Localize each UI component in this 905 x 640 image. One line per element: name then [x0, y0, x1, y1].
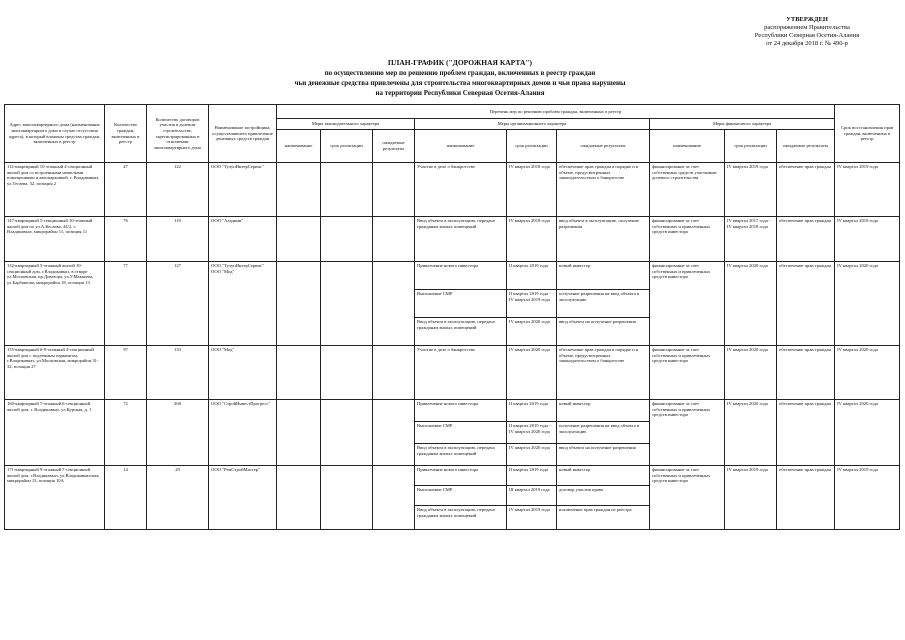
cell-deadline: IV квартал 2019 года — [835, 163, 900, 217]
group-header-org: Меры организационного характера — [415, 119, 650, 130]
col-header-deadline: Срок восстановления прав граждан, включенных в реестр — [835, 105, 900, 163]
cell-org-name: Привлечение нового инвестора — [415, 466, 507, 486]
table-row — [5, 217, 900, 262]
approval-stamp — [722, 16, 892, 48]
cell-fin-result: обеспечение прав граждан — [777, 262, 835, 346]
cell-fin-term: IV квартал 2019 года — [725, 466, 777, 530]
group-header-legal: Меры законодательного характера — [277, 119, 415, 130]
cell-legal-name — [277, 466, 321, 530]
sub-header-result: ожидаемые результаты — [373, 130, 415, 163]
cell-fin-result: обеспечение прав граждан — [777, 163, 835, 217]
cell-org-result: ввод объекта на получение разрешения — [557, 444, 650, 466]
cell-fin-result: обеспечение прав граждан — [777, 217, 835, 262]
cell-org-term: II квартал 2019 года - IV квартал 2019 года — [507, 290, 557, 318]
sub-header-term: срок реализации — [507, 130, 557, 163]
cell-org-name: Участие в деле о банкротстве — [415, 346, 507, 400]
cell-org-name: Выполнение СМР — [415, 486, 507, 506]
cell-fin-term: IV квартал 2020 года — [725, 346, 777, 400]
cell-fin-term: IV квартал 2019 года — [725, 163, 777, 217]
cell-legal-result — [373, 262, 415, 346]
cell-contracts: 368 — [147, 400, 209, 466]
cell-legal-term — [321, 262, 373, 346]
cell-contracts: 122 — [147, 163, 209, 217]
document-subtitle-2: чьи денежные средства привлечены для строительства многоквартирных домов и чьи права нарушены — [294, 79, 626, 87]
cell-legal-name — [277, 163, 321, 217]
cell-citizens: 97 — [105, 346, 147, 400]
cell-org-name: Участие в деле о банкротстве — [415, 163, 507, 217]
cell-org-name: Привлечение нового инвестора — [415, 262, 507, 290]
col-header-contracts: Количество договоров участия в долевом строительстве, зарегистрированных в отношении многоквартирного дома — [147, 105, 209, 163]
cell-org-term: IV квартал 2020 года — [507, 318, 557, 346]
col-header-citizens: Количество граждан, включенных в реестр — [105, 105, 147, 163]
cell-developer: ООО "ТулупИнтерСервис" — [209, 163, 277, 217]
cell-legal-result — [373, 400, 415, 466]
cell-org-result: получение разрешения на ввод объекта в эксплуатацию — [557, 290, 650, 318]
cell-org-result: новый инвестор — [557, 400, 650, 422]
cell-legal-result — [373, 163, 415, 217]
cell-org-result: ввод объекта в эксплуатацию, получение разрешения — [557, 217, 650, 262]
cell-org-name: Ввод объекта в эксплуатацию, передача гражданам жилых помещений — [415, 217, 507, 262]
cell-legal-result — [373, 466, 415, 530]
sub-header-result: ожидаемые результаты — [557, 130, 650, 163]
cell-address: 160-квартирный 7-этажный 6-секционный жилой дом, г. Владикавказ, ул.Курская, д. 1 — [5, 400, 105, 466]
document-heading — [160, 58, 760, 98]
cell-org-name: Привлечение нового инвестора — [415, 400, 507, 422]
cell-fin-name: финансирование за счет собственных средств участников долевого строительства — [650, 163, 725, 217]
cell-developer: ООО "РемСтройМастер" — [209, 466, 277, 530]
document-subtitle-3: на территории Республики Северная Осетия-Алания — [375, 89, 545, 97]
cell-legal-name — [277, 400, 321, 466]
cell-org-term: III квартал 2019 года — [507, 486, 557, 506]
cell-org-result: исключение прав граждан из реестра — [557, 506, 650, 530]
cell-developer: ООО "ТулупИнтерСервис" ООО "Мод" — [209, 262, 277, 346]
cell-address: 132-квартирный 5-этажный жилой 10-секционный дом, г.Владикавказ, в створе ул.Московская, пр.Доватора, ул.У.Маккоева, ул.Барбашова, микрорайон 18, позиция 13 — [5, 262, 105, 346]
cell-contracts: 118 — [147, 217, 209, 262]
sub-header-term: срок реализации — [321, 130, 373, 163]
cell-contracts: 127 — [147, 262, 209, 346]
cell-fin-term: IV квартал 2020 года — [725, 262, 777, 346]
plan-table — [4, 104, 900, 530]
cell-developer: ООО "Аладинн" — [209, 217, 277, 262]
cell-address: 171-квартирный 9-этажный 7-секционный жилой дом, г.Владикавказ, ул.Владикавказская, микрорайон 13, позиция 10А — [5, 466, 105, 530]
cell-org-result: договор участия права — [557, 486, 650, 506]
cell-citizens: 76 — [105, 217, 147, 262]
cell-org-result: новый инвестор — [557, 262, 650, 290]
document-title: ПЛАН-ГРАФИК ("ДОРОЖНАЯ КАРТА") — [387, 58, 533, 67]
cell-org-result: новый инвестор — [557, 466, 650, 486]
approval-line-3: от 24 декабря 2018 г. № 490-р — [766, 40, 848, 47]
cell-org-name: Выполнение СМР — [415, 290, 507, 318]
cell-citizens: 47 — [105, 163, 147, 217]
cell-contracts: 133 — [147, 346, 209, 400]
col-header-developer: Наименование застройщика, осуществлявшего привлечение денежных средств граждан — [209, 105, 277, 163]
cell-legal-name — [277, 217, 321, 262]
cell-org-term: II квартал 2019 года - IV квартал 2020 года — [507, 422, 557, 444]
cell-address: 112-квартирный 10-этажный 4-секционный жилой дом со встроенными нежилыми помещениями и автопарковкой, г. Владикавказ, ул.Тегаева, 32, позиция 2 — [5, 163, 105, 217]
cell-org-result: обеспечение прав граждан в порядке и в объеме, предусмотренных законодательством о банкротстве — [557, 163, 650, 217]
cell-legal-result — [373, 217, 415, 262]
sub-header-result: ожидаемые результаты — [777, 130, 835, 163]
cell-legal-term — [321, 163, 373, 217]
cell-deadline: IV квартал 2020 года — [835, 346, 900, 400]
cell-legal-term — [321, 346, 373, 400]
cell-citizens: 14 — [105, 466, 147, 530]
cell-fin-name: финансирование за счет собственных и привлеченных средств инвестора — [650, 400, 725, 466]
cell-org-result: обеспечение прав граждан в порядке и в объеме, предусмотренных законодательством о банкротстве — [557, 346, 650, 400]
cell-legal-term — [321, 400, 373, 466]
sub-header-name: наименование — [277, 130, 321, 163]
table-row — [5, 400, 900, 422]
table-row — [5, 262, 900, 290]
cell-org-result: получение разрешения на ввод объекта в эксплуатацию — [557, 422, 650, 444]
col-header-measures: Перечень мер по решению проблем граждан, включенных в реестр — [277, 105, 835, 119]
cell-org-name: Ввод объекта в эксплуатацию, передача гражданам жилых помещений — [415, 506, 507, 530]
table-row — [5, 163, 900, 217]
cell-fin-result: обеспечение прав граждан — [777, 400, 835, 466]
cell-legal-term — [321, 217, 373, 262]
cell-address: 147-квартирный 5-секционный 10-этажный жилой дом по ул.А.Кесаева, 44/2, г. Владикавказ, микрорайон 11, позиция 11 — [5, 217, 105, 262]
sub-header-term: срок реализации — [725, 130, 777, 163]
cell-org-name: Выполнение СМР — [415, 422, 507, 444]
cell-org-term: IV квартал 2018 года — [507, 217, 557, 262]
cell-org-result: ввод объекта на получение разрешения — [557, 318, 650, 346]
cell-org-term: II квартал 2019 года — [507, 262, 557, 290]
cell-fin-name: финансирование за счет собственных и привлеченных средств инвестора — [650, 346, 725, 400]
cell-org-term: IV квартал 2020 года — [507, 444, 557, 466]
cell-deadline: IV квартал 2020 года — [835, 400, 900, 466]
sub-header-name: наименование — [415, 130, 507, 163]
cell-developer: ООО "Мод" — [209, 346, 277, 400]
cell-citizens: 72 — [105, 400, 147, 466]
cell-org-name: Ввод объекта в эксплуатацию, передача гражданам жилых помещений — [415, 444, 507, 466]
cell-citizens: 77 — [105, 262, 147, 346]
cell-deadline: IV квартал 2020 года — [835, 262, 900, 346]
cell-org-term: IV квартал 2020 года — [507, 346, 557, 400]
cell-fin-result: обеспечение прав граждан — [777, 346, 835, 400]
cell-org-term: II квартал 2019 года — [507, 466, 557, 486]
cell-org-name: Ввод объекта в эксплуатацию, передача гражданам жилых помещений — [415, 318, 507, 346]
document-subtitle-1: по осуществлению мер по решению проблем граждан, включенных в реестр граждан — [324, 69, 596, 77]
cell-contracts: 29 — [147, 466, 209, 530]
plan-table-body — [5, 163, 900, 530]
cell-fin-name: финансирование за счет собственных и привлеченных средств инвестора — [650, 217, 725, 262]
cell-org-term: II квартал 2019 года — [507, 400, 557, 422]
approval-title: УТВЕРЖДЕН — [786, 16, 828, 23]
sub-header-name: наименование — [650, 130, 725, 163]
cell-org-term: IV квартал 2018 года — [507, 163, 557, 217]
group-header-fin: Меры финансового характера — [650, 119, 835, 130]
cell-deadline: IV квартал 2018 года — [835, 217, 900, 262]
cell-org-term: IV квартал 2019 года — [507, 506, 557, 530]
cell-deadline: IV квартал 2019 года — [835, 466, 900, 530]
cell-legal-result — [373, 346, 415, 400]
cell-legal-term — [321, 466, 373, 530]
cell-fin-term: IV квартал 2020 года — [725, 400, 777, 466]
table-row — [5, 466, 900, 486]
approval-line-2: Республики Северная Осетия-Алания — [754, 32, 860, 39]
cell-legal-name — [277, 346, 321, 400]
cell-fin-name: финансирование за счет собственных и привлеченных средств инвестора — [650, 466, 725, 530]
col-header-address: Адрес многоквартирного дома (наименование многоквартирного дома в случае отсутствия адреса), в который вложены средства граждан, включенных в реестр — [5, 105, 105, 163]
cell-developer: ООО "СтройИнвестПрогресс" — [209, 400, 277, 466]
approval-line-1: распоряжением Правительства — [764, 24, 850, 31]
cell-fin-term: IV квартал 2017 года - IV квартал 2018 года — [725, 217, 777, 262]
cell-fin-name: финансирование за счет собственных и привлеченных средств инвестора — [650, 262, 725, 346]
table-row — [5, 346, 900, 400]
cell-fin-result: обеспечение прав граждан — [777, 466, 835, 530]
cell-address: 155-квартирный 6-9-этажный 4-секционный жилой дом с подземным паркингом, г.Владикавказ, ул.Московская, микрорайон 31-32, позиция 27 — [5, 346, 105, 400]
cell-legal-name — [277, 262, 321, 346]
